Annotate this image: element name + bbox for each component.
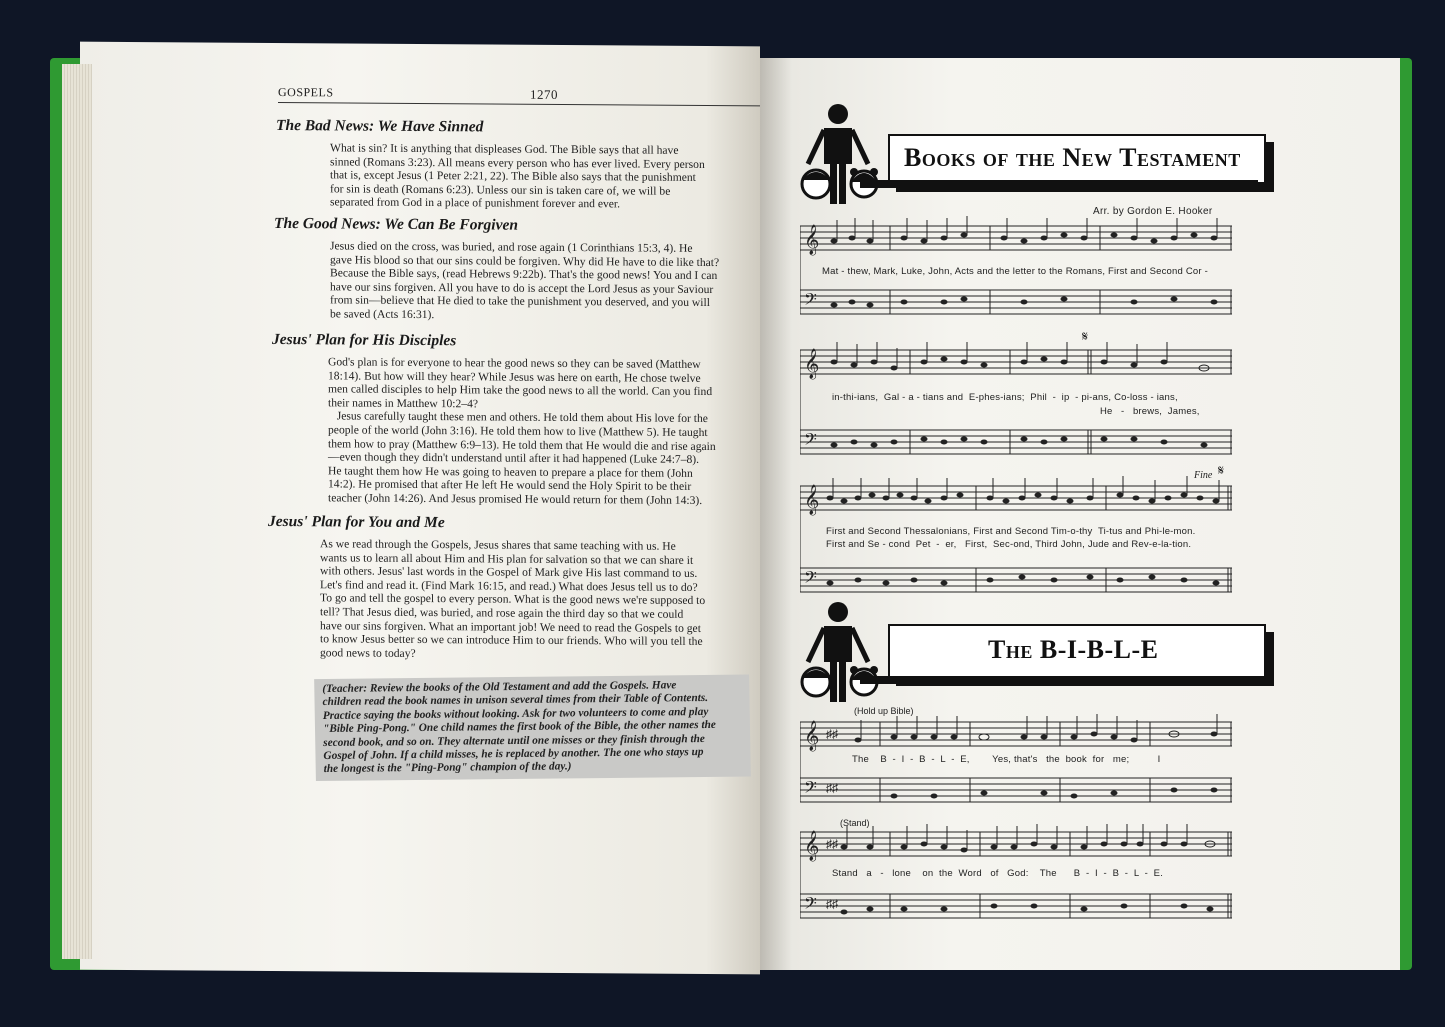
page-edge-stack xyxy=(62,64,92,959)
song-lyric-line: in-thi-ians, Gal - a - tians and E-phes-ians; Phil - ip - pi-ans, Co-loss - ians, xyxy=(832,392,1178,403)
performance-cue: (Hold up Bible) xyxy=(854,706,914,716)
section-heading: Jesus' Plan for You and Me xyxy=(268,512,445,532)
section-body: God's plan is for everyone to hear the good news so they can be saved (Matthew 18:14). But how will they hear? While Jesus was here on earth, He chose twelve men called disciples to help Him take the good news to all the world. Can you find their names in Matthew 10:2–4? Jesus carefully taught these men and others. He told them about His love for the people of the world (John 3:16). He told them how to live (Matthew 5). He taught them how to pray (Matthew 6:9–13). He told them that He would die and rise again —even though they didn't understand until after it had happened (Luke 24:7–8). He taught them how He was going to heaven to prepare a place for them (John 14:2). He promised that after He left He would send the Holy Spirit to be their teacher (John 14:26). And Jesus promised He would return for them (John 14:3). xyxy=(328,355,716,507)
svg-text:𝄢: 𝄢 xyxy=(804,569,817,591)
song-lyric-line: Stand a - lone on the Word of God: The B - I - B - L - E. xyxy=(832,868,1164,879)
song-lyric-line: First and Se - cond Pet - er, First, Sec-ond, Third John, Jude and Rev-e-la-tion. xyxy=(826,539,1192,550)
fine-marking: Fine xyxy=(1194,470,1213,481)
segno-sign: 𝄋 xyxy=(1082,330,1089,345)
svg-text:𝄞: 𝄞 xyxy=(804,485,820,514)
song-lyric-line: He - brews, James, xyxy=(1100,406,1200,417)
section-heading: The Good News: We Can Be Forgiven xyxy=(274,214,518,234)
banner-rule xyxy=(860,180,1258,188)
running-head xyxy=(278,85,760,107)
section-body: As we read through the Gospels, Jesus shares that same teaching with us. He wants us to learn all about Him and His plan for salvation so that we can share it with others. Jesus' last words in the Gospel of Mark give His last command to us. Let's find and read it. (Find Mark 16:15, and read.) What does Jesus tell us to do? To go and tell the gospel to every person. What is the good news we're supposed to tell? That Jesus died, was buried, and rose again the third day so that we could have our sins forgiven. What an important job! We need to read the Gospels to get to know Jesus better so we can introduce Him to our friends. Who will you tell the good news to today? xyxy=(320,537,706,660)
running-head-title: GOSPELS xyxy=(278,85,334,100)
right-page xyxy=(760,58,1400,970)
song-title-banner xyxy=(888,624,1266,678)
svg-text:♯♯: ♯♯ xyxy=(826,837,838,851)
section-body: What is sin? It is anything that displeases God. The Bible says that all have sinned (Romans 3:23). All means every person who has ever lived. Every person that is, except Jesus (1 Peter 2:21, 22). The Bible also says that the punishment for sin is death (Romans 6:23). Unless our sin is taken care of, we will be separated from God in a place of punishment forever and ever. xyxy=(330,141,705,211)
svg-text:𝄢: 𝄢 xyxy=(804,431,817,453)
svg-text:𝄢: 𝄢 xyxy=(804,779,817,801)
left-page xyxy=(80,42,760,975)
section-body: Jesus died on the cross, was buried, and rose again (1 Corinthians 15:3, 4). He gave His blood so that our sins could be forgiven. Why did He have to die like that? Because the Bible says, (read Hebrews 9:22b). That's the good news! You and I can have our sins forgiven. All you have to do is accept the Lord Jesus as your Saviour from sin—believe that He died to take the punishment you deserved, and you will be saved (Acts 16:31). xyxy=(330,239,720,322)
performance-cue: (Stand) xyxy=(840,818,870,828)
svg-text:♯♯: ♯♯ xyxy=(826,897,838,911)
svg-text:𝄞: 𝄞 xyxy=(804,349,820,378)
song-lyric-line: First and Second Thessalonians, First and Second Tim-o-thy Ti-tus and Phi-le-mon. xyxy=(826,526,1196,537)
svg-text:𝄞: 𝄞 xyxy=(804,225,820,254)
song-lyric-line: Mat - thew, Mark, Luke, John, Acts and the letter to the Romans, First and Second Cor - xyxy=(822,266,1208,277)
svg-text:𝄢: 𝄢 xyxy=(804,895,817,917)
song-lyric-line: The B - I - B - L - E, Yes, that's the book for me; I xyxy=(852,754,1161,765)
section-heading: The Bad News: We Have Sinned xyxy=(276,116,484,136)
children-figure-icon xyxy=(794,100,884,210)
svg-text:𝄢: 𝄢 xyxy=(804,291,817,313)
svg-text:𝄞: 𝄞 xyxy=(804,831,820,860)
song-title: The B-I-B-L-E xyxy=(988,635,1159,664)
section-heading: Jesus' Plan for His Disciples xyxy=(272,330,457,350)
svg-text:♯♯: ♯♯ xyxy=(826,781,838,795)
segno-sign: 𝄋 xyxy=(1218,464,1225,479)
song-title: Books of the New Testament xyxy=(904,143,1241,172)
teacher-note xyxy=(314,675,751,782)
svg-text:𝄞: 𝄞 xyxy=(804,721,820,750)
banner-rule xyxy=(860,676,1260,684)
arranger-credit: Arr. by Gordon E. Hooker xyxy=(1093,206,1213,217)
children-figure-icon xyxy=(794,598,884,708)
svg-text:♯♯: ♯♯ xyxy=(826,727,838,741)
teacher-note-text: (Teacher: Review the books of the Old Testament and add the Gospels. Have children read the book names in unison several times from their Table of Contents. Practice saying the books without looking. Ask for two volunteers to come and play "Bible Ping-Pong." One child names the first book of the Bible, the other names the second book, and so on. They alternate until one misses or they finish through the Gospel of John. If a child misses, he is replaced by another. The one who stays up the longest is the "Ping-Pong" champion of the day.) xyxy=(322,679,716,776)
page-number: 1270 xyxy=(530,86,558,102)
song-title-banner xyxy=(888,134,1266,184)
